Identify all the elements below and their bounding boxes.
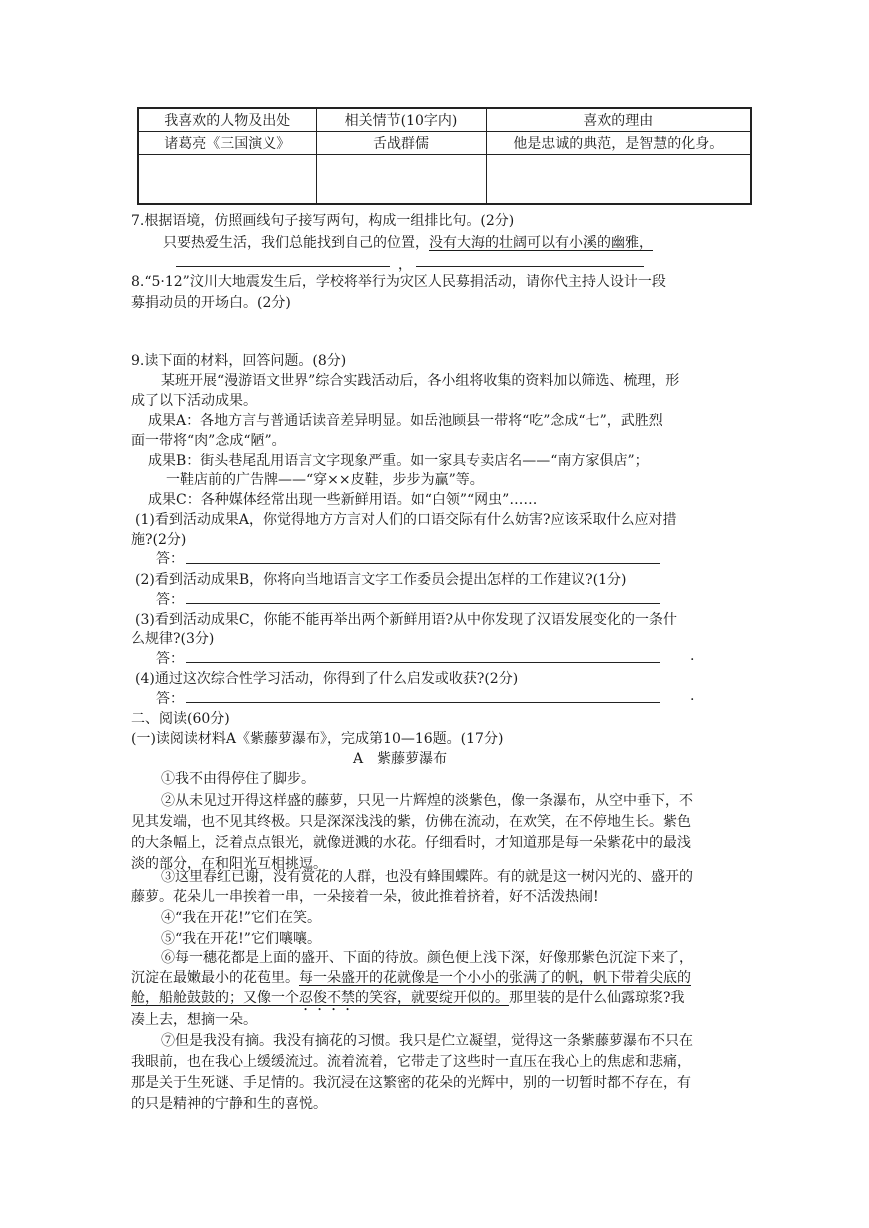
q7-comma: ，	[398, 257, 412, 273]
q9-sub4: (4)通过这次综合性学习活动，你得到了什么启发或收获?(2分)	[135, 671, 519, 687]
section-title: 二、阅读(60分)	[131, 711, 230, 727]
q9-result-a: 成果A：各地方言与普通话读音差异明显。如岳池顾县一带将“吃”念成“七”，武胜烈	[148, 413, 663, 429]
paragraph	[131, 967, 691, 987]
q9-sub1: (1)看到活动成果A，你觉得地方方言对人们的口语交际有什么妨害?应该采取什么应对措	[135, 512, 677, 528]
q9-result-c: 成果C：各种媒体经常出现一些新鲜用语。如“白领”“网虫”……	[148, 492, 538, 508]
period: .	[690, 648, 695, 664]
q8-line1: 8.“5·12”汶川大地震发生后，学校将举行为灾区人民募捐活动，请你代主持人设计一段	[131, 274, 666, 290]
paragraph: ⑦但是我没有摘。我没有摘花的习惯。我只是伫立凝望，觉得这一条紫藤萝瀑布不只在	[161, 1033, 693, 1049]
dotted-phrase: 忍俊不禁	[299, 990, 355, 1006]
answer-line[interactable]	[176, 266, 390, 267]
answer-line[interactable]	[186, 702, 660, 703]
table-blank-cell[interactable]	[316, 155, 486, 205]
underlined-sentence: 舱，船舱鼓鼓的；又像一个	[131, 990, 299, 1006]
q8-line2: 募捐动员的开场白。(2分)	[131, 295, 291, 311]
paragraph: ③这里春红已谢，没有赏花的人群，也没有蜂围蝶阵。有的就是这一树闪光的、盛开的	[161, 869, 693, 885]
paragraph-text: 沉淀在最嫩最小的花苞里。	[131, 970, 299, 986]
paragraph: ④“我在开花!”它们在笑。	[161, 910, 321, 926]
answer-label: 答：	[156, 691, 184, 707]
table-blank-cell[interactable]	[486, 155, 751, 205]
paragraph: ②从未见过开得这样盛的藤萝，只见一片辉煌的淡紫色，像一条瀑布，从空中垂下，不	[161, 793, 693, 809]
paragraph: 淡的部分，在和阳光互相挑逗。	[131, 856, 327, 872]
table-header-cell: 我喜欢的人物及出处	[138, 108, 316, 132]
q7-title: 7.根据语境，仿照画线句子接写两句，构成一组排比句。(2分)	[131, 213, 515, 229]
q9-sub3: (3)看到活动成果C，你能不能再举出两个新鲜用语?从中你发现了汉语发展变化的一条什	[135, 612, 678, 628]
section-subtitle: (一)读阅读材料A《紫藤萝瀑布》，完成第10—16题。(17分)	[131, 731, 504, 747]
paragraph: 凑上去，想摘一朵。	[131, 1012, 257, 1028]
table-empty-row	[138, 155, 751, 205]
paragraph: ①我不由得停住了脚步。	[161, 771, 315, 787]
answer-label: 答：	[156, 592, 184, 608]
table-cell: 诸葛亮《三国演义》	[138, 132, 316, 155]
q9-title: 9.读下面的材料，回答问题。(8分)	[131, 353, 347, 369]
table-header-cell: 喜欢的理由	[486, 108, 751, 132]
q9-result-b: 一鞋店前的广告牌——“穿××皮鞋，步步为赢”等。	[166, 472, 484, 488]
q9-result-a: 面一带将“肉”念成“陋”。	[131, 433, 286, 449]
q9-intro: 某班开展“漫游语文世界”综合实践活动后，各小组将收集的资料加以筛选、梳理，形	[161, 373, 680, 389]
character-table	[137, 107, 752, 205]
paragraph-text: 那里装的是什么仙露琼浆?我	[509, 990, 685, 1006]
q9-intro: 成了以下活动成果。	[131, 393, 257, 409]
answer-label: 答：	[156, 651, 184, 667]
q9-result-b: 成果B：街头巷尾乱用语言文字现象严重。如一家具专卖店名——“南方家俱店”；	[148, 453, 649, 469]
paragraph: 见其发端，也不见其终极。只是深深浅浅的紫，仿佛在流动，在欢笑，在不停地生长。紫色	[131, 814, 691, 830]
table-blank-cell[interactable]	[138, 155, 316, 205]
q9-sub1: 施?(2分)	[131, 532, 187, 548]
table-header-cell: 相关情节(10字内)	[316, 108, 486, 132]
paragraph: 藤萝。花朵儿一串挨着一串，一朵接着一朵，彼此推着挤着，好不活泼热闹!	[131, 889, 599, 905]
paragraph: 的只是精神的宁静和生的喜悦。	[131, 1096, 327, 1112]
answer-line[interactable]	[416, 266, 644, 267]
underlined-sentence: 的笑容，就要绽开似的。	[355, 990, 509, 1006]
answer-line[interactable]	[186, 662, 660, 663]
q9-sub3: 么规律?(3分)	[131, 631, 215, 647]
q9-sub2: (2)看到活动成果B，你将向当地语言文字工作委员会提出怎样的工作建议?(1分)	[135, 572, 627, 588]
paragraph: 的大条幅上，泛着点点银光，就像迸溅的水花。仔细看时，才知道那是每一朵紫花中的最浅	[131, 835, 691, 851]
answer-label: 答：	[156, 551, 184, 567]
answer-line[interactable]	[186, 563, 660, 564]
paragraph: 我眼前，也在我心上缓缓流过。流着流着，它带走了这些时一直压在我心上的焦虑和悲痛，	[131, 1054, 691, 1070]
table-header-row	[138, 108, 751, 132]
q7-underlined-sentence: 没有大海的壮阔可以有小溪的幽雅，	[429, 235, 653, 251]
answer-line[interactable]	[186, 603, 660, 604]
q7-text: 只要热爱生活，我们总能找到自己的位置，	[163, 235, 429, 251]
table-row	[138, 132, 751, 155]
underlined-sentence: 每一朵盛开的花就像是一个小小的张满了的帆，帆下带着尖底的	[299, 970, 691, 986]
passage-heading: A 紫藤萝瀑布	[353, 751, 448, 767]
q7-body	[163, 232, 653, 252]
paragraph: ⑤“我在开花!”它们嚷嚷。	[161, 931, 321, 947]
table-cell: 舌战群儒	[316, 132, 486, 155]
table-cell: 他是忠诚的典范，是智慧的化身。	[486, 132, 751, 155]
paragraph: ⑥每一穗花都是上面的盛开、下面的待放。颜色便上浅下深，好像那紫色沉淀下来了，	[161, 950, 693, 966]
paragraph: 那是关于生死谜、手足情的。我沉浸在这繁密的花朵的光辉中，别的一切暂时都不存在，有	[131, 1075, 691, 1091]
period: .	[690, 688, 695, 704]
